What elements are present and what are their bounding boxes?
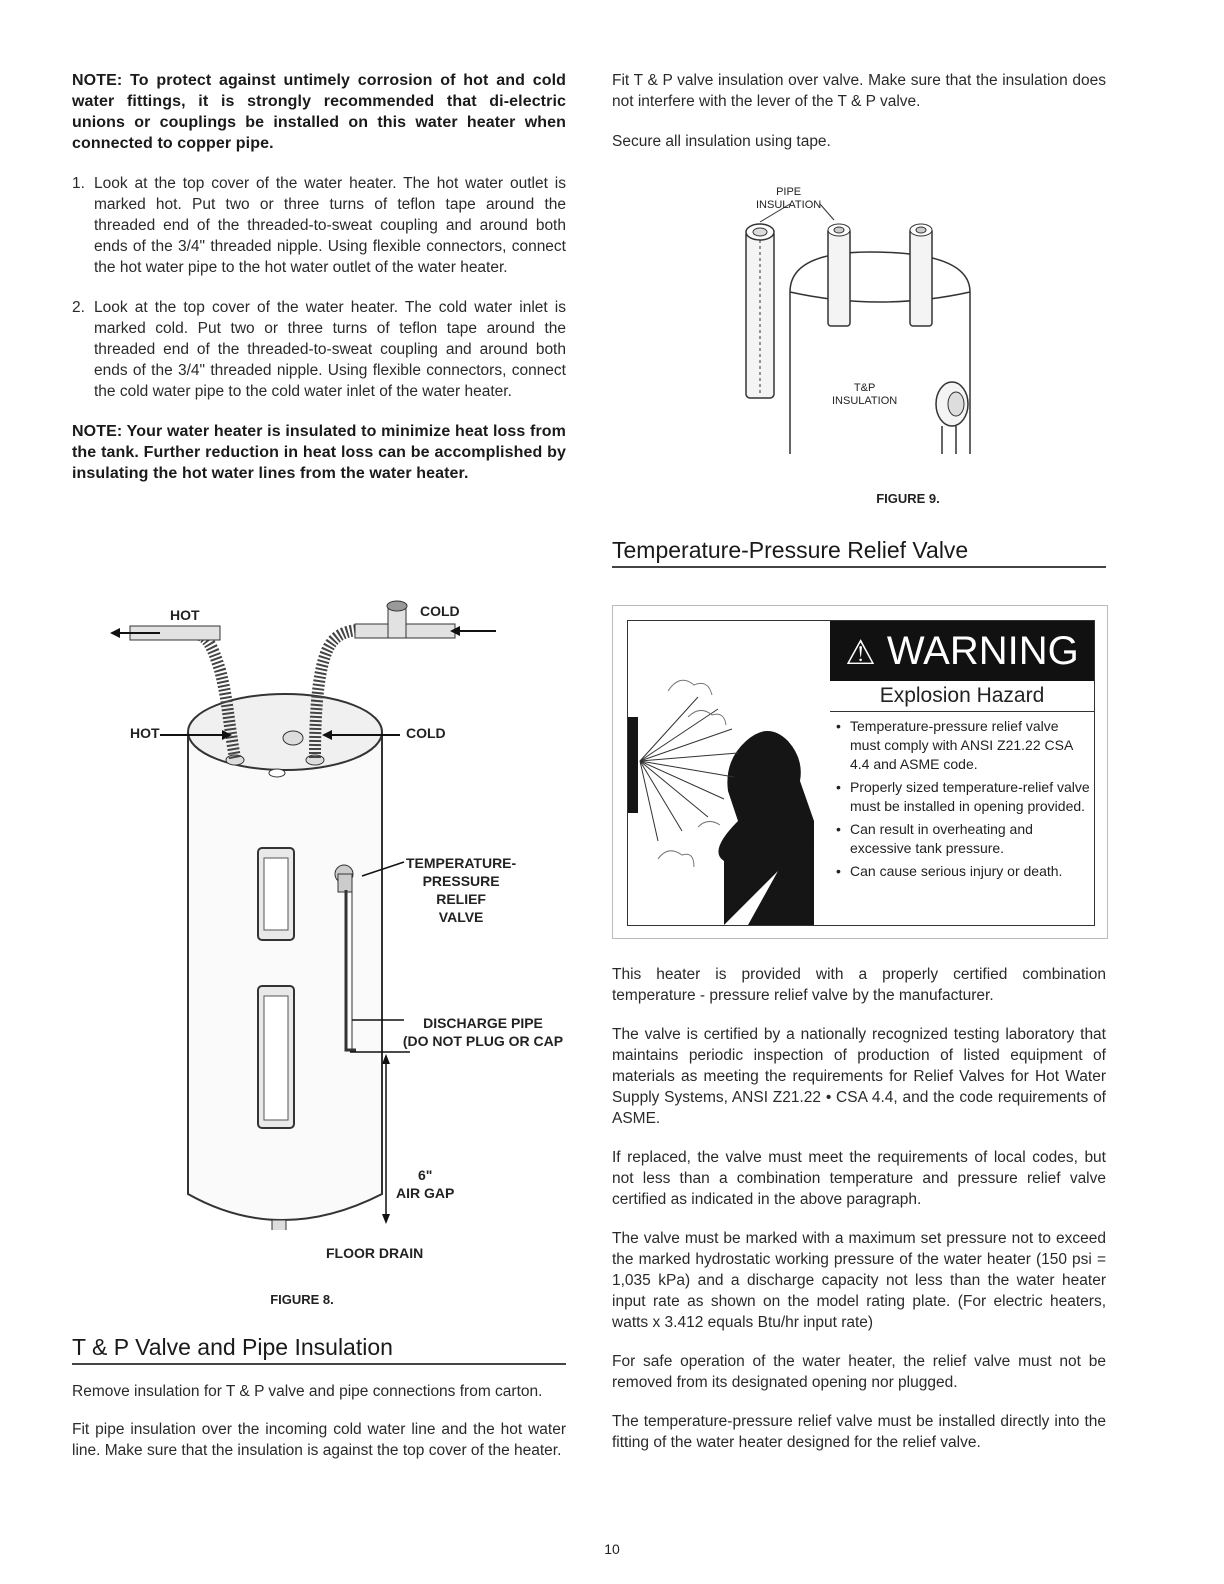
tp-label-line: PRESSURE	[422, 873, 500, 889]
paragraph: The valve is certified by a nationally recognized testing laboratory that maintains periodic inspection of production of listed equipment of materials as meeting the requirements for Relief Valves for Hot Water Supply Systems, ANSI Z21.22 • CSA 4.4, and the code requirements of ASME.	[612, 1026, 1106, 1127]
hot-outlet-label: HOT	[170, 607, 200, 623]
warning-triangle-icon: ⚠	[845, 634, 876, 672]
step-number: 2.	[72, 299, 85, 316]
floor-drain-label: FLOOR DRAIN	[326, 1245, 424, 1261]
paragraph: For safe operation of the water heater, the relief valve must not be removed from its designated opening nor plugged.	[612, 1353, 1106, 1391]
explosion-hazard-icon	[628, 621, 828, 925]
secure-insulation-text: Secure all insulation using tape.	[612, 133, 831, 150]
tp-label-line: VALVE	[438, 909, 484, 925]
right-column	[612, 70, 1106, 152]
warning-title: WARNING	[886, 629, 1079, 673]
pipe-label-line: PIPE	[776, 186, 802, 198]
discharge-label-line: DISCHARGE PIPE	[423, 1015, 543, 1031]
tp-insulation-label	[832, 382, 897, 408]
figure-8	[100, 590, 570, 1261]
figure-9	[730, 182, 990, 462]
discharge-label-line: (DO NOT PLUG OR CAP	[402, 1033, 564, 1049]
remove-insulation-text: Remove insulation for T & P valve and pipe connections from carton.	[72, 1383, 543, 1400]
tp-label-line: TEMPERATURE-	[406, 855, 517, 871]
paragraph: If replaced, the valve must meet the requirements of local codes, but not less than a combination temperature and pressure relief valve certified as indicated in the above paragraph.	[612, 1149, 1106, 1208]
insulation-note: NOTE: Your water heater is insulated to minimize heat loss from the tank. Further reduction in heat loss can be accomplished by insulating the hot water lines from the water heater.	[72, 423, 566, 482]
pipe-label-line: INSULATION	[756, 199, 822, 211]
paragraph: The temperature-pressure relief valve must be installed directly into the fitting of the water heater designed for the relief valve.	[612, 1413, 1106, 1451]
paragraph: This heater is provided with a properly certified combination temperature - pressure relief valve by the manufacturer.	[612, 966, 1106, 1004]
list-item	[72, 173, 566, 278]
air-gap-label	[396, 1166, 454, 1202]
fit-pipe-insulation-text: Fit pipe insulation over the incoming cold water line and the hot water line. Make sure that the insulation is against the top cover of the heater.	[72, 1421, 566, 1459]
list-item: • Can result in overheating and excessive tank pressure.	[832, 820, 1090, 858]
warning-bullets	[832, 717, 1090, 885]
warning-panel	[627, 620, 1095, 926]
discharge-pipe-label	[396, 1014, 570, 1050]
list-item: • Properly sized temperature-relief valve must be installed in opening provided.	[832, 778, 1090, 816]
step-text: Look at the top cover of the water heater. The hot water outlet is marked hot. Put two or three turns of teflon tape around the threaded end of the threaded-to-sweat coupling and around both ends of the 3/4" threaded nipple. Using flexible connectors, connect the hot water pipe to the hot water outlet of the water heater.	[94, 175, 566, 276]
tp-insulation-line: INSULATION	[832, 395, 898, 407]
cold-fitting-label: COLD	[406, 725, 446, 741]
air-gap-line: 6"	[417, 1167, 433, 1183]
step-text: Look at the top cover of the water heater. The cold water inlet is marked cold. Put two or three turns of teflon tape around the threaded end of the threaded-to-sweat coupling and around both ends of the 3/4" threaded nipple. Using flexible connectors, connect the cold water pipe to the cold water inlet of the water heater.	[94, 299, 566, 400]
tp-label-line: RELIEF	[436, 891, 486, 907]
paragraph: The valve must be marked with a maximum set pressure not to exceed the marked hydrostatic working pressure of the water heater (150 psi = 1,035 kPa) and a discharge capacity not less than the water heater input rate as shown on the model rating plate. (For electric heaters, watts x 3.412 equals Btu/hr input rate)	[612, 1230, 1106, 1331]
page-number: 10	[604, 1541, 620, 1557]
tp-insulation-heading: T & P Valve and Pipe Insulation	[72, 1334, 566, 1365]
step-number: 1.	[72, 175, 85, 192]
air-gap-line: AIR GAP	[396, 1185, 455, 1201]
left-column	[72, 70, 566, 484]
tp-valve-label	[406, 854, 516, 926]
warning-label	[612, 605, 1108, 939]
fit-tp-insulation-text: Fit T & P valve insulation over valve. Make sure that the insulation does not interfere with the lever of the T & P valve.	[612, 72, 1106, 110]
tp-relief-valve-heading: Temperature-Pressure Relief Valve	[612, 537, 1106, 568]
tp-insulation-line: T&P	[853, 382, 876, 394]
figure-8-caption: FIGURE 8.	[270, 1292, 334, 1307]
list-item	[72, 297, 566, 402]
hot-fitting-label: HOT	[130, 725, 160, 741]
list-item: • Can cause serious injury or death.	[832, 862, 1090, 881]
corrosion-note: NOTE: To protect against untimely corrosion of hot and cold water fittings, it is strongly recommended that di-electric unions or couplings be installed on this water heater when connected to copper pipe.	[72, 72, 566, 152]
list-item: • Temperature-pressure relief valve must comply with ANSI Z21.22 CSA 4.4 and ASME code.	[832, 717, 1090, 774]
pipe-insulation-label	[756, 186, 821, 212]
hazard-title: Explosion Hazard	[830, 681, 1094, 712]
warning-header	[830, 621, 1094, 681]
figure-9-caption: FIGURE 9.	[876, 491, 940, 506]
cold-inlet-label: COLD	[420, 603, 460, 619]
insulation-diagram	[730, 182, 990, 462]
tp-insulation-section	[72, 1381, 566, 1461]
relief-valve-text	[612, 964, 1106, 1453]
connection-steps	[72, 173, 566, 402]
